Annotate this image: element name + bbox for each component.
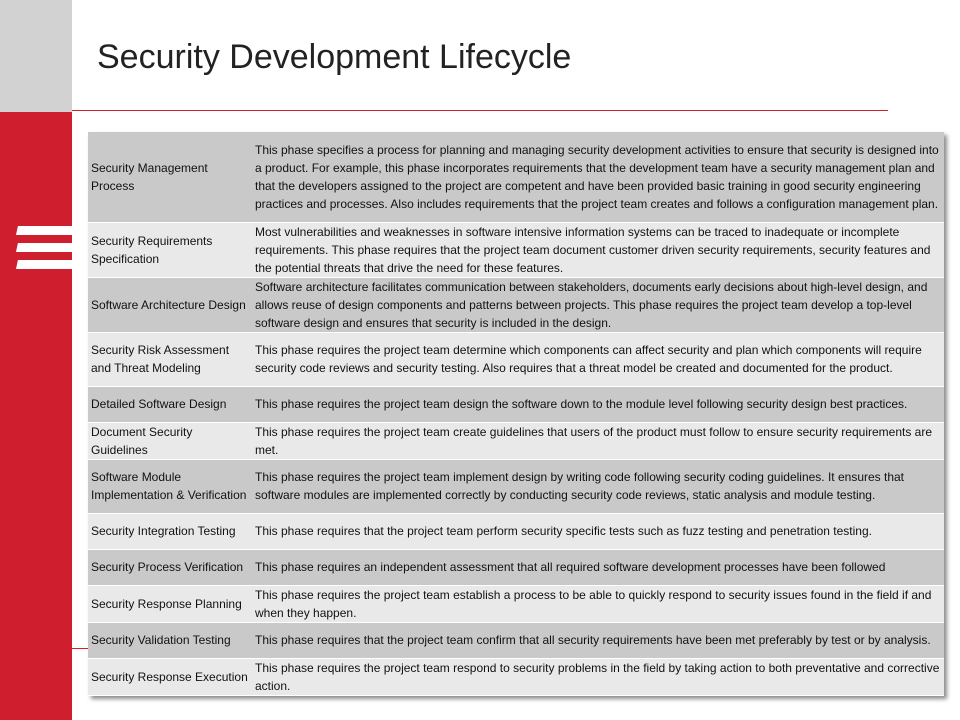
phase-description: This phase requires that the project team perform security specific tests such as fuzz testing and penetration testing. (252, 513, 944, 549)
slide-title: Security Development Lifecycle (97, 38, 572, 76)
phase-name: Security Response Planning (88, 585, 252, 622)
table-row (88, 549, 944, 585)
table-row (88, 222, 944, 277)
phase-description: Most vulnerabilities and weaknesses in software intensive information systems can be traced to inadequate or incomplete requirements. This phase requires that the project team document customer driven security requirements, security features and the potential threats that drive the need for these features. (252, 222, 944, 277)
phase-name: Security Process Verification (88, 549, 252, 585)
phase-description: This phase requires the project team design the software down to the module level following security design best practices. (252, 386, 944, 422)
sdl-phase-table (88, 132, 944, 696)
phase-description: This phase requires the project team respond to security problems in the field by taking action to both preventative and corrective action. (252, 658, 944, 695)
phase-name: Document Security Guidelines (88, 422, 252, 459)
phase-name: Security Requirements Specification (88, 222, 252, 277)
phase-name: Security Validation Testing (88, 622, 252, 658)
title-divider (72, 110, 888, 111)
phase-description: This phase requires the project team implement design by writing code following security coding guidelines. It ensures that software modules are implemented correctly by conducting security code reviews, static analysis and module testing. (252, 459, 944, 513)
phase-description: This phase requires the project team establish a process to be able to quickly respond to security issues found in the field if and when they happen. (252, 585, 944, 622)
table-row (88, 585, 944, 622)
table-row (88, 332, 944, 386)
phase-description: This phase specifies a process for planning and managing security development activities to ensure that security is designed into a product. For example, this phase incorporates requirements that the development team have a security management plan and that the developers assigned to the project are competent and have been provided basic training in good security engineering practices and processes. Also includes requirements that the project team creates and follows a configuration management plan. (252, 132, 944, 222)
table-row (88, 277, 944, 332)
phase-name: Software Module Implementation & Verification (88, 459, 252, 513)
table-row (88, 658, 944, 695)
table-row (88, 513, 944, 549)
table-row (88, 459, 944, 513)
phase-description: Software architecture facilitates communication between stakeholders, documents early decisions about high-level design, and allows reuse of design components and patterns between projects. This phase requires the project team develop a top-level software design and ensures that security is included in the design. (252, 277, 944, 332)
phase-description: This phase requires the project team create guidelines that users of the product must follow to ensure security requirements are met. (252, 422, 944, 459)
logo-bars-icon (16, 226, 72, 276)
left-gray-band (0, 0, 72, 112)
phase-name: Security Response Execution (88, 658, 252, 695)
phase-name: Security Integration Testing (88, 513, 252, 549)
phase-name: Security Management Process (88, 132, 252, 222)
table-row (88, 622, 944, 658)
phase-name: Detailed Software Design (88, 386, 252, 422)
table-row (88, 386, 944, 422)
phase-description: This phase requires an independent assessment that all required software development processes have been followed (252, 549, 944, 585)
phase-name: Software Architecture Design (88, 277, 252, 332)
left-red-band (0, 112, 72, 720)
phase-description: This phase requires the project team determine which components can affect security and plan which components will require security code reviews and security testing. Also requires that a threat model be created and documented for the product. (252, 332, 944, 386)
phase-name: Security Risk Assessment and Threat Modeling (88, 332, 252, 386)
table-row (88, 132, 944, 222)
phase-description: This phase requires that the project team confirm that all security requirements have been met preferably by test or by analysis. (252, 622, 944, 658)
table-row (88, 422, 944, 459)
